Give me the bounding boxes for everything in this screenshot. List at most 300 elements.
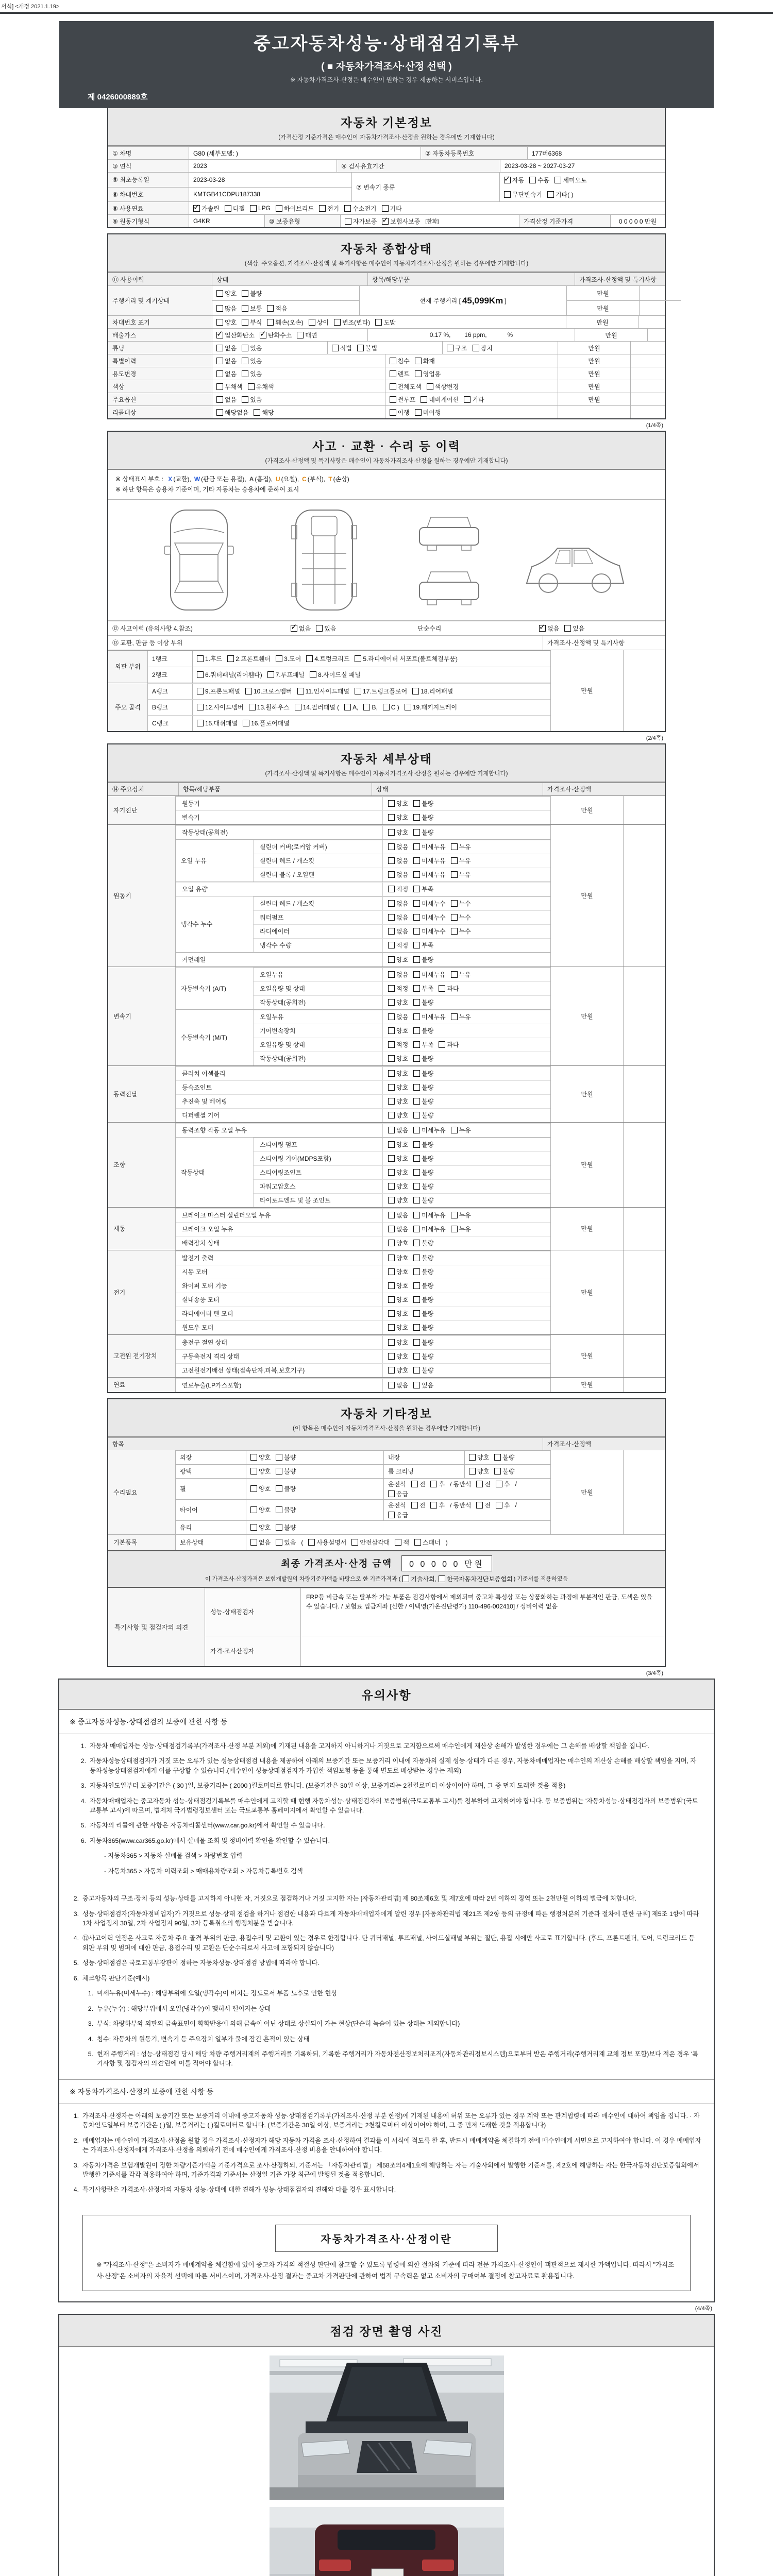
car-name-value: G80 (세부모델: ) [189,147,421,159]
checkbox[interactable] [388,1295,408,1304]
price-cell: 만원 [588,344,600,352]
device-label: 원동기 [108,825,175,967]
checkbox[interactable] [413,1309,433,1318]
checkbox[interactable] [388,1323,408,1332]
checkbox[interactable] [413,1225,445,1233]
checkbox[interactable] [388,1480,406,1488]
checkbox[interactable] [355,654,458,663]
checkbox[interactable] [413,913,445,922]
checkbox[interactable] [504,176,524,184]
checkbox[interactable] [446,1539,448,1546]
device-block [176,1250,550,1334]
checkbox[interactable] [451,856,471,865]
check-row [176,1080,550,1094]
checkbox[interactable] [388,842,408,851]
checkbox[interactable] [413,856,445,865]
checkbox[interactable] [451,842,471,851]
checkbox[interactable] [197,687,240,696]
checkbox[interactable] [451,927,471,936]
checkbox[interactable] [413,1381,433,1389]
checkbox[interactable] [249,703,290,711]
checkbox[interactable] [515,1501,517,1509]
checkbox-box [355,655,361,662]
checkbox[interactable] [388,1381,408,1389]
device-group [108,1250,665,1334]
checkbox[interactable] [388,1054,408,1063]
checkbox[interactable] [316,624,336,633]
checkbox[interactable] [388,1511,408,1519]
checkbox[interactable] [250,1484,271,1493]
checkbox[interactable] [430,1501,445,1510]
checkbox[interactable] [388,885,408,893]
checkbox[interactable] [276,1538,296,1547]
checkbox[interactable] [390,382,422,391]
checkbox-label: 없음 [396,843,409,851]
checkbox[interactable] [309,318,329,327]
checkbox-box [421,396,427,403]
checkbox[interactable] [267,304,287,313]
car-underbody-diagram [266,506,382,614]
checkbox[interactable] [388,913,408,922]
checkbox[interactable] [388,1026,408,1035]
checkbox[interactable] [388,927,408,936]
status-checks [382,811,550,824]
checkbox[interactable] [405,703,457,711]
checkbox-box [390,409,396,416]
checkbox[interactable] [388,1182,408,1191]
checkbox[interactable] [450,1480,471,1488]
checkbox[interactable] [242,395,262,404]
checkbox[interactable] [439,1574,513,1583]
checkbox[interactable] [476,1480,491,1488]
checkbox[interactable] [332,344,352,352]
checkbox-label: 적정 [396,985,409,993]
checkbox[interactable] [197,654,222,663]
status-code-desc: (요철), [281,476,299,483]
checkbox[interactable] [473,344,493,352]
col-status: 상태 [372,783,543,795]
checkbox[interactable] [413,1026,433,1035]
checkbox[interactable] [388,941,408,950]
checkbox[interactable] [388,1366,408,1375]
checkbox[interactable] [297,687,349,696]
checkbox[interactable] [388,1281,408,1290]
checkbox[interactable] [388,828,408,837]
device-note-cell [623,825,665,967]
checkbox[interactable] [250,1453,271,1462]
check-row [176,1307,550,1320]
checkbox-label: 전 [484,1501,491,1509]
checkbox[interactable] [413,1323,433,1332]
checkbox[interactable] [388,1012,408,1021]
item-label: 실린더 헤드 / 개스킷 [260,900,315,908]
current-mileage-suffix: ] [505,297,507,304]
usage-checks-cell [212,393,385,405]
checkbox[interactable] [388,1338,408,1347]
checkbox[interactable] [197,719,238,727]
checkbox[interactable] [388,1239,408,1247]
checkbox[interactable] [388,1111,408,1120]
checkbox[interactable] [413,927,445,936]
checkbox-box [413,1041,420,1048]
checkbox[interactable] [413,1196,433,1205]
checkbox[interactable] [267,318,303,327]
checkbox[interactable] [494,1453,514,1462]
checkbox[interactable] [388,1168,408,1177]
checkbox[interactable] [250,1505,271,1514]
checkbox[interactable] [439,1040,459,1049]
checkbox[interactable] [388,1069,408,1078]
checkbox[interactable] [451,1211,471,1219]
checkbox[interactable] [250,1538,271,1547]
checkbox[interactable] [242,289,262,298]
checkbox-box [250,1506,257,1513]
checkbox[interactable] [308,1538,346,1547]
checkbox[interactable] [276,1484,296,1493]
checkbox[interactable] [388,998,408,1007]
checkbox[interactable] [388,1501,406,1510]
checkbox[interactable] [197,703,244,711]
checkbox[interactable] [494,1467,514,1476]
checkbox-box [451,1226,458,1232]
checkbox[interactable] [345,217,377,226]
checkbox[interactable] [193,204,220,213]
checkbox[interactable] [451,970,471,979]
checkbox[interactable] [388,984,408,993]
checkbox[interactable] [388,813,408,822]
checkbox[interactable] [388,1154,408,1163]
checkbox[interactable] [388,856,408,865]
checkbox[interactable] [260,331,292,340]
checkbox[interactable] [469,1467,489,1476]
checkbox[interactable] [227,654,271,663]
checkbox[interactable] [276,654,301,663]
checkbox-label: 양호 [396,1255,409,1262]
checkbox[interactable] [388,1097,408,1106]
usage-history-row [108,405,665,418]
section-accident-history [107,431,666,732]
checkbox[interactable] [413,1168,433,1177]
checkbox[interactable] [411,1501,426,1510]
checkbox[interactable] [413,1281,433,1290]
checkbox[interactable] [413,1040,433,1049]
checkbox[interactable] [469,1453,489,1462]
checkbox[interactable] [276,1467,296,1476]
checkbox[interactable] [388,1196,408,1205]
checkbox[interactable] [413,1338,433,1347]
checkbox[interactable] [388,870,408,879]
checkbox[interactable] [564,624,584,633]
notice-number [89,1867,100,1876]
checkbox[interactable] [344,204,376,213]
usage-label: 용도변경 [108,367,212,380]
checkbox[interactable] [388,1309,408,1318]
checkbox[interactable] [413,1154,433,1163]
checkbox[interactable] [413,1069,433,1078]
checkbox[interactable] [216,318,237,327]
checkbox[interactable] [496,1480,510,1488]
checkbox[interactable] [242,344,262,352]
checkbox[interactable] [412,687,453,696]
checkbox[interactable] [297,331,317,340]
checkbox[interactable] [413,1295,433,1304]
checkbox[interactable] [248,382,274,391]
checkbox-box [197,720,204,726]
checkbox[interactable] [250,205,271,212]
checkbox[interactable] [382,204,402,213]
checkbox[interactable] [197,670,262,679]
checkbox[interactable] [390,369,410,378]
checkbox[interactable] [414,1538,441,1547]
checkbox[interactable] [254,408,274,417]
checkbox[interactable] [390,395,416,404]
checkbox[interactable] [291,624,311,633]
checkbox[interactable] [388,899,408,908]
checkbox[interactable] [413,1182,433,1191]
checkbox[interactable] [390,357,410,365]
checkbox-label: 불량 [422,1296,434,1304]
checkbox[interactable] [216,369,237,378]
checkbox[interactable] [415,369,441,378]
checkbox[interactable] [388,1040,408,1049]
checkbox[interactable] [413,1111,433,1120]
checkbox[interactable] [388,799,408,808]
checkbox-box [344,205,351,212]
checkbox[interactable] [496,1501,510,1510]
checkbox[interactable] [450,1501,471,1510]
checkbox[interactable] [310,670,361,679]
checkbox[interactable] [216,289,237,298]
checkbox[interactable] [363,704,377,711]
checkbox-box [382,218,389,225]
checkbox[interactable] [413,885,433,893]
checkbox[interactable] [388,1489,408,1498]
checkbox[interactable] [225,204,245,213]
checkbox[interactable] [413,1054,433,1063]
checkbox[interactable] [415,357,435,365]
checkbox[interactable] [411,1480,426,1488]
checkbox[interactable] [388,1352,408,1361]
notice-text: ⑫사고이력 인정은 사고로 자동차 주요 골격 부위의 판금, 용접수리 및 교환이 있는 경우로 한정합니다. 단 쿼터패널, 루프패널, 사이드실패널 부위는 절단, 용접 시에만 사고로 표기합니다. (후드, 프론트펜더, 도어, 트렁크리드 등 외판 부위 및 범퍼에 대한 판금, 용접수리 및 교환은 단순수리로서 사고에 포함되지 않습니다) [82,1935,695,1952]
checkbox[interactable] [402,1574,436,1583]
checkbox[interactable] [413,1267,433,1276]
checkbox[interactable] [375,318,395,327]
status-checks [382,840,550,854]
checkbox[interactable] [216,408,248,417]
checkbox[interactable] [413,955,433,964]
checkbox[interactable] [319,204,339,213]
checkbox[interactable] [413,1239,433,1247]
checkbox[interactable] [464,395,484,404]
checkbox-box [334,319,341,326]
checkbox[interactable] [388,1253,408,1262]
checkbox[interactable] [451,913,471,922]
checkbox[interactable] [547,190,574,199]
status-code-letter: W [194,476,200,483]
checkbox-label: 누유 [459,1212,471,1219]
checkbox-box [415,409,422,416]
checkbox-label: 불량 [422,1282,434,1290]
checkbox[interactable] [295,703,339,711]
checkbox[interactable] [216,357,237,365]
checkbox[interactable] [334,318,370,327]
checkbox[interactable] [216,344,237,352]
checkbox[interactable] [515,1480,517,1487]
usage-price [558,393,672,405]
note-cell [639,301,681,315]
item-label: 타이로드엔드 및 볼 조인트 [260,1197,331,1205]
checkbox[interactable] [388,1083,408,1092]
checkbox[interactable] [554,176,586,184]
checkbox-label: 운전석 [388,1501,406,1509]
checkbox-box [388,1268,395,1275]
checkbox[interactable] [216,395,237,404]
checkbox[interactable] [388,1225,408,1233]
checkbox[interactable] [388,1211,408,1219]
checkbox[interactable] [267,670,305,679]
checkbox[interactable] [413,1352,433,1361]
device-group [108,1122,665,1207]
checkbox[interactable] [243,719,290,727]
checkbox[interactable] [301,1539,303,1546]
checkbox[interactable] [395,1538,409,1547]
checkbox[interactable] [388,1126,408,1134]
checkbox[interactable] [427,382,459,391]
checkbox[interactable] [355,687,407,696]
comprehensive-header [108,234,665,273]
checkbox[interactable] [439,984,459,993]
block-rows [176,1123,550,1137]
checkbox[interactable] [447,344,467,352]
checkbox[interactable] [413,1126,445,1134]
checkbox[interactable] [413,799,433,808]
checkbox[interactable] [413,1140,433,1149]
notice-text: 현재 주행거리 : 성능·상태점검 당시 해당 차량 주행거리계의 주행거리를 기록하되, 기록한 주행거리가 자동차전산정보처리조직(자동차관리정보시스템)으로부터 받은 주행거리(주행거리계 교체 정보 포함)보다 적은 경우 '특기사항 및 점검자의 의견'란에 이를 적어야 합니다. [97,2050,699,2067]
checkbox[interactable] [413,1012,445,1021]
checkbox[interactable] [413,828,433,837]
checkbox[interactable] [529,176,549,184]
checkbox[interactable] [382,217,420,226]
basic-items-checks [246,1535,665,1550]
checkbox-box [413,871,420,878]
checkbox[interactable] [413,842,445,851]
checkbox-box [388,1169,395,1176]
checkbox[interactable] [413,984,433,993]
checkbox-label: 없음 [396,1382,409,1389]
checkbox[interactable] [357,344,377,352]
checkbox-box [276,1485,282,1492]
checkbox-label: 수동 [537,176,550,184]
checkbox[interactable] [351,1538,390,1547]
checkbox[interactable] [344,704,358,711]
device-price-cell: 만원 [550,1378,623,1392]
checkbox[interactable] [242,369,262,378]
checkbox-label: 없음 [225,396,237,403]
checkbox[interactable] [250,1523,271,1532]
device-price-cell: 만원 [550,1123,623,1207]
final-price-band [108,1550,665,1587]
checkbox[interactable] [504,190,542,199]
checkbox[interactable] [451,899,471,908]
checkbox[interactable] [430,1480,445,1488]
checkbox[interactable] [276,1453,296,1462]
checkbox[interactable] [216,382,243,391]
price-cell: 만원 [588,396,600,403]
checkbox[interactable] [451,870,471,879]
checkbox-label: 보통 [250,304,262,312]
checkbox[interactable] [383,704,399,711]
check-row [254,1038,550,1052]
checkbox-box [388,1490,395,1497]
checkbox-label: 양호 [259,1524,271,1532]
checkbox[interactable] [413,941,433,950]
checkbox[interactable] [413,870,445,879]
checkbox[interactable] [388,970,408,979]
checkbox[interactable] [388,955,408,964]
checkbox[interactable] [250,1467,271,1476]
checkbox-box [388,1112,395,1118]
checkbox[interactable] [539,624,559,633]
vin-value: KMTGB41CDPU187338 [189,188,351,202]
checkbox[interactable] [413,813,433,822]
checkbox[interactable] [476,1501,491,1510]
checkbox[interactable] [242,304,262,313]
notice-item [68,2161,701,2180]
checkbox[interactable] [216,331,255,340]
checkbox[interactable] [451,1225,471,1233]
checkbox[interactable] [306,654,349,663]
checkbox[interactable] [413,1083,433,1092]
checkbox-label: 자동 [512,176,525,184]
checkbox[interactable] [451,1012,471,1021]
note-cell [630,354,672,367]
checkbox[interactable] [388,1267,408,1276]
checkbox-label: 불량 [284,1524,296,1532]
notice-text: 미세누유(미세누수) : 해당부위에 오일(냉각수)이 비치는 정도로서 부품 노후로 인한 현상 [97,1990,338,1997]
checkbox[interactable] [242,318,262,327]
checkbox[interactable] [242,357,262,365]
usage-cells [212,342,558,354]
checkbox[interactable] [276,1505,296,1514]
checkbox[interactable] [276,204,314,213]
price-cell: 만원 [605,331,617,339]
checkbox[interactable] [451,1126,471,1134]
checkbox[interactable] [413,1097,433,1106]
checkbox[interactable] [421,395,459,404]
first-reg-value: 2023-03-28 [189,173,351,187]
checkbox[interactable] [276,1523,296,1532]
checkbox-label: 4.트렁크리드 [314,655,350,663]
checkbox-box [250,205,257,212]
checkbox-box [413,1141,420,1148]
status-code-letter: A [249,476,254,483]
checkbox[interactable] [245,687,292,696]
checkbox[interactable] [390,408,410,417]
checkbox-label: 누수 [459,914,471,922]
checkbox[interactable] [413,998,433,1007]
notice-text: 가격조사·산정자는 아래의 보증기간 또는 보증거리 이내에 중고자동차 성능·상태점검기록부(가격조사·산정 부분 한정)에 기재된 내용에 허위 또는 오류가 있는 경우 계약 또는 관계법령에 따라 매수인에 대하여 책임을 집니다. · 자동차인도일부터 보증기간은 ( )일, 보증거리는 ( )킬로미터로 합니다. (보증기간은 30일 이상, 보증거리는 2천킬로미터 이상이어야 하며, 그 중 먼저 도래한 것을 적용합니다) [82,2112,700,2129]
checkbox[interactable] [413,899,445,908]
panel-price-cell: 만원 [550,650,623,731]
checkbox-label: 불량 [422,1339,434,1347]
checkbox[interactable] [413,1253,433,1262]
checkbox[interactable] [388,1140,408,1149]
checkbox[interactable] [413,1211,445,1219]
checkbox[interactable] [216,304,237,313]
checkbox[interactable] [413,970,445,979]
checkbox[interactable] [415,408,441,417]
checkbox[interactable] [413,1366,433,1375]
